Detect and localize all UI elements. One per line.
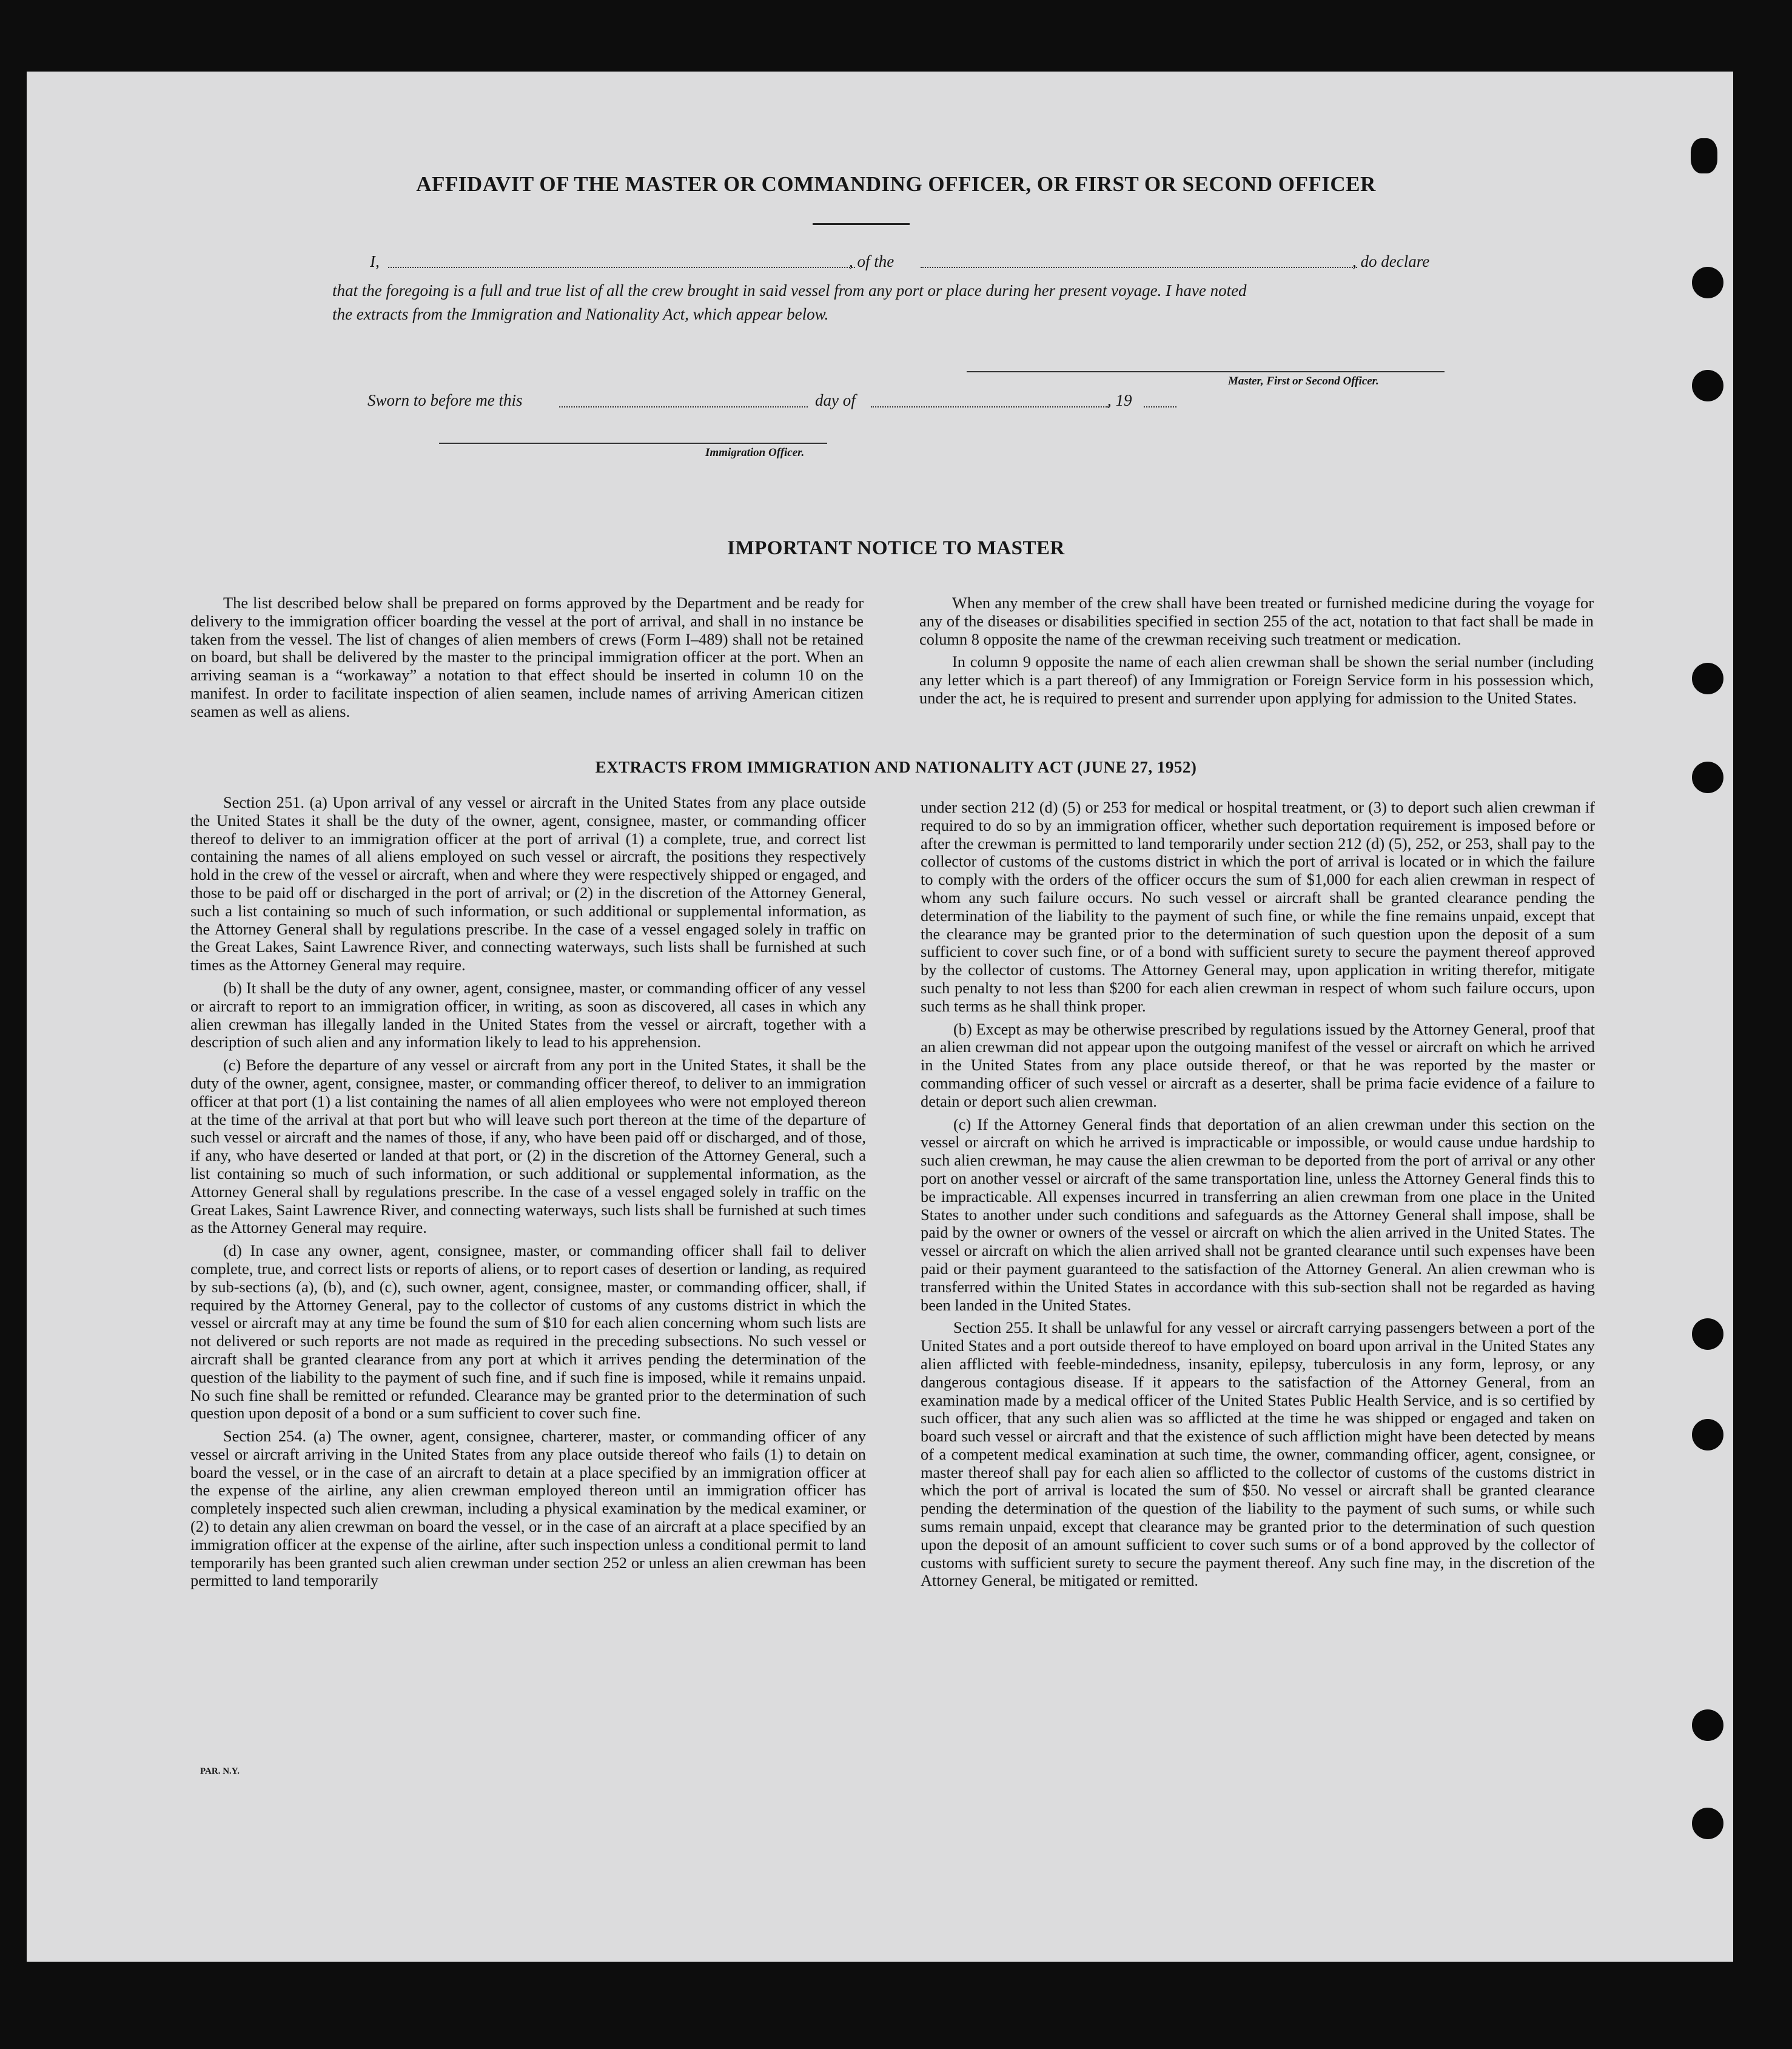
notice-paragraph: In column 9 opposite the name of each alien crewman shall be shown the serial number (including any letter which is a part thereof) of any Immigration or Foreign Service form in his possession which, under the act, he is required to present and surrender upon applying for admission to the United States. (919, 652, 1594, 707)
sworn-month-field[interactable] (871, 406, 1109, 407)
section-254b: (b) Except as may be otherwise prescribed by regulations issued by the Attorney General, proof that an alien crewman did not appear upon the outgoing manifest of the vessel or aircraft on which he arrived in the United States from any place outside thereof, or that he was reported by the master or commanding officer of such vessel or aircraft as a deserter, shall be prima facie evidence of a failure to detain or deport such alien crewman. (921, 1019, 1595, 1110)
declaration-text-1: that the foregoing is a full and true list of all the crew brought in said vessel from any port or place during her present voyage. I have noted (332, 281, 1247, 300)
section-251b: (b) It shall be the duty of any owner, agent, consignee, master, or commanding officer of any vessel or aircraft to report to an immigration officer, in writing, as soon as discovered, all cases in which any alien crewman has illegally landed in the United States from the vessel or aircraft, together with a description of such alien and any information likely to lead to his apprehension. (190, 978, 866, 1051)
binder-hole (1692, 1808, 1723, 1839)
sworn-label: Sworn to before me this (367, 391, 523, 409)
section-251a: Section 251. (a) Upon arrival of any vessel or aircraft in the United States from any place outside the United States it shall be the duty of the owner, agent, consignee, master, or commanding officer thereof to deliver to an immigration officer at the port of arrival (1) a complete, true, and correct list containing the names of all aliens employed on such vessel or aircraft, the positions they respectively hold in the crew of the vessel or aircraft, when and where they were respectively shipped or engaged, and those to be paid off or discharged in the port of arrival; or (2) in the discretion of the Attorney General, such a list containing so much of such information, or such additional or supplemental information, as the Attorney General shall by regulations prescribe. In the case of a vessel engaged solely in traffic on the Great Lakes, Saint Lawrence River, and connecting waterways, such lists shall be furnished at such times as the Attorney General may require. (190, 793, 866, 974)
binder-hole (1691, 138, 1717, 173)
binder-hole (1692, 1318, 1723, 1350)
notice-left-column (190, 594, 864, 726)
section-255: Section 255. It shall be unlawful for any vessel or aircraft carrying passengers between a port of the United States and a port outside thereof to have employed on board upon arrival in the United States any alien afflicted with feeble-mindedness, insanity, epilepsy, tuberculosis in any form, leprosy, or any dangerous contagious disease. If it appears to the satisfaction of the Attorney General, from an examination made by a medical officer of the United States Public Health Service, and is so certified by such officer, that any such alien was so afflicted at the time he was shipped or engaged and taken on board such vessel or aircraft and that the existence of such affliction might have been detected by means of a competent medical examination at such time, the owner, commanding officer, agent, consignee, or master thereof shall pay for each alien so afflicted to the collector of customs of the customs district in which the port of arrival is located the sum of $50. No vessel or aircraft shall be granted clearance pending the determination of the question of the liability to the payment of such sums, or while such sums remain unpaid, except that clearance may be granted prior to the determination of such question upon the deposit of an amount sufficient to cover such sums or of a bond approved by the collector of customs with sufficient surety to secure the payment thereof. Any such fine may, in the discretion of the Attorney General, be mitigated or remitted. (921, 1318, 1595, 1590)
master-signature-label: Master, First or Second Officer. (1228, 375, 1379, 387)
officer-signature-line[interactable] (439, 443, 827, 444)
sworn-day-field[interactable] (559, 406, 808, 407)
section-254a-cont: under section 212 (d) (5) or 253 for medical or hospital treatment, or (3) to deport such alien crewman if required to do so by an immigration officer, whether such deportation requirement is imposed before or after the crewman is permitted to land temporarily under section 212 (d) (5), 252, or 253, shall pay to the collector of customs of the customs district in which the port of arrival is located or in which the failure to comply with the orders of the officer occurs the sum of $1,000 for each alien crewman in respect of whom any such failure occurs. No such vessel or aircraft shall be granted clearance pending the determination of the liability to the payment of such fine, or while the fine remains unpaid, except that the clearance may be granted prior to the determination of such question upon the deposit of a sum sufficient to cover such fine, or of a bond with sufficient surety to secure the payment thereof approved by the collector of customs. The Attorney General may, upon application in writing therefor, mitigate such penalty to not less than $200 for each alien crewman in respect of whom such failure occurs, upon such terms as he shall think proper. (921, 798, 1595, 1015)
notice-paragraph: When any member of the crew shall have been treated or furnished medicine during the voyage for any of the diseases or disabilities specified in section 255 of the act, notation to that fact shall be made in column 8 opposite the name of the crewman receiving such treatment or medication. (919, 594, 1594, 648)
day-of-label: day of (815, 391, 856, 409)
binder-hole (1692, 1709, 1723, 1741)
binder-hole (1692, 1419, 1723, 1450)
printer-mark: PAR. N.Y. (200, 1766, 240, 1776)
section-251c: (c) Before the departure of any vessel or aircraft from any port in the United States, it shall be the duty of the owner, agent, consignee, master, or commanding officer thereof, to deliver to an immigration officer at that port (1) a list containing the names of all alien employees who were not employed thereon at the time of the arrival at that port but who will leave such port thereon at the time of the departure of such vessel or aircraft and the names of those, if any, who have been paid off or discharged, and of those, if any, who have deserted or landed at that port, or (2) in the discretion of the Attorney General, such a list containing so much of such information, or such additional or supplemental information, as the Attorney General shall by regulations prescribe. In the case of a vessel engaged solely in traffic on the Great Lakes, Saint Lawrence River, and connecting waterways, such lists shall be furnished at such times as the Attorney General may require. (190, 1056, 866, 1237)
extracts-right-column (921, 799, 1595, 1595)
officer-signature-label: Immigration Officer. (705, 446, 805, 459)
section-254a: Section 254. (a) The owner, agent, consignee, charterer, master, or commanding officer of any vessel or aircraft arriving in the United States from any place outside thereof who fails (1) to detain on board the vessel, or in the case of an aircraft to detain at a place specified by an immigration officer at the expense of the airline, any alien crewman employed thereon until an immigration officer has completely inspected such alien crewman, including a physical examination by the medical examiner, or (2) to detain any alien crewman on board the vessel, or in the case of an aircraft at a place specified by an immigration officer at the expense of the airline, after such inspection unless a conditional permit to land temporarily has been granted such alien crewman under section 252 or unless an alien crewman has been permitted to land temporarily (190, 1427, 866, 1590)
sworn-year-field[interactable] (1144, 406, 1176, 407)
section-251d: (d) In case any owner, agent, consignee, master, or commanding officer shall fail to deliver complete, true, and correct lists or reports of aliens, or to report cases of desertion or landing, as required by sub-sections (a), (b), and (c), such owner, agent, consignee, master, or commanding officer, shall, if required by the Attorney General, pay to the collector of customs of any customs district in which the vessel or aircraft may at any time be found the sum of $10 for each alien concerning whom such lists are not delivered or such reports are not made as required in the preceding subsections. No such vessel or aircraft shall be granted clearance from any port at which it arrives pending the determination of the question of the liability to the payment of such fine, and if such fine is imposed, while it remains unpaid. No such fine shall be remitted or refunded. Clearance may be granted prior to the determination of such question upon deposit of a bond or a sum sufficient to cover such fine. (190, 1241, 866, 1423)
vessel-name-field[interactable] (921, 267, 1357, 268)
binder-hole (1692, 663, 1723, 694)
of-the-label: , of the (849, 252, 894, 270)
declaration-text-2: the extracts from the Immigration and Nationality Act, which appear below. (332, 305, 829, 323)
notice-title: IMPORTANT NOTICE TO MASTER (727, 537, 1065, 559)
declarant-label: I, (370, 252, 380, 270)
binder-hole (1692, 370, 1723, 401)
extracts-title: EXTRACTS FROM IMMIGRATION AND NATIONALITY ACT (JUNE 27, 1952) (595, 758, 1197, 776)
year-label: , 19 (1107, 391, 1132, 409)
do-declare-label: , do declare (1352, 252, 1430, 270)
master-signature-line[interactable] (967, 371, 1445, 372)
section-254c: (c) If the Attorney General finds that deportation of an alien crewman under this section on the vessel or aircraft on which he arrived is impracticable or impossible, or would cause undue hardship to such alien crewman, he may cause the alien crewman to be deported from the port of arrival or any other port on another vessel or aircraft of the same transportation line, unless the Attorney General finds this to be impracticable. All expenses incurred in transferring an alien crewman from one place in the United States to another under such conditions and safeguards as the Attorney General shall impose, shall be paid by the owner or owners of the vessel or aircraft on which the alien arrived in the United States. The vessel or aircraft on which the alien arrived shall not be granted clearance until such expenses have been paid or their payment guaranteed to the satisfaction of the Attorney General. An alien crewman who is transferred within the United States in accordance with this sub-section shall not be regarded as having been landed in the United States. (921, 1115, 1595, 1314)
extracts-left-column (190, 794, 866, 1595)
affidavit-title: AFFIDAVIT OF THE MASTER OR COMMANDING OFFICER, OR FIRST OR SECOND OFFICER (416, 172, 1376, 196)
title-rule (813, 223, 910, 225)
notice-right-column (919, 594, 1594, 713)
notice-paragraph: The list described below shall be prepared on forms approved by the Department and be ready for delivery to the immigration officer boarding the vessel at the port of arrival, and shall in no instance be taken from the vessel. The list of changes of alien members of crews (Form I–489) shall not be retained on board, but shall be delivered by the master to the principal immigration officer at the port. When an arriving seaman is a “workaway” a notation to that effect should be inserted in column 10 on the manifest. In order to facilitate inspection of alien seamen, include names of arriving American citizen seamen as well as aliens. (190, 594, 864, 720)
declarant-name-field[interactable] (388, 267, 855, 268)
binder-hole (1692, 267, 1723, 298)
